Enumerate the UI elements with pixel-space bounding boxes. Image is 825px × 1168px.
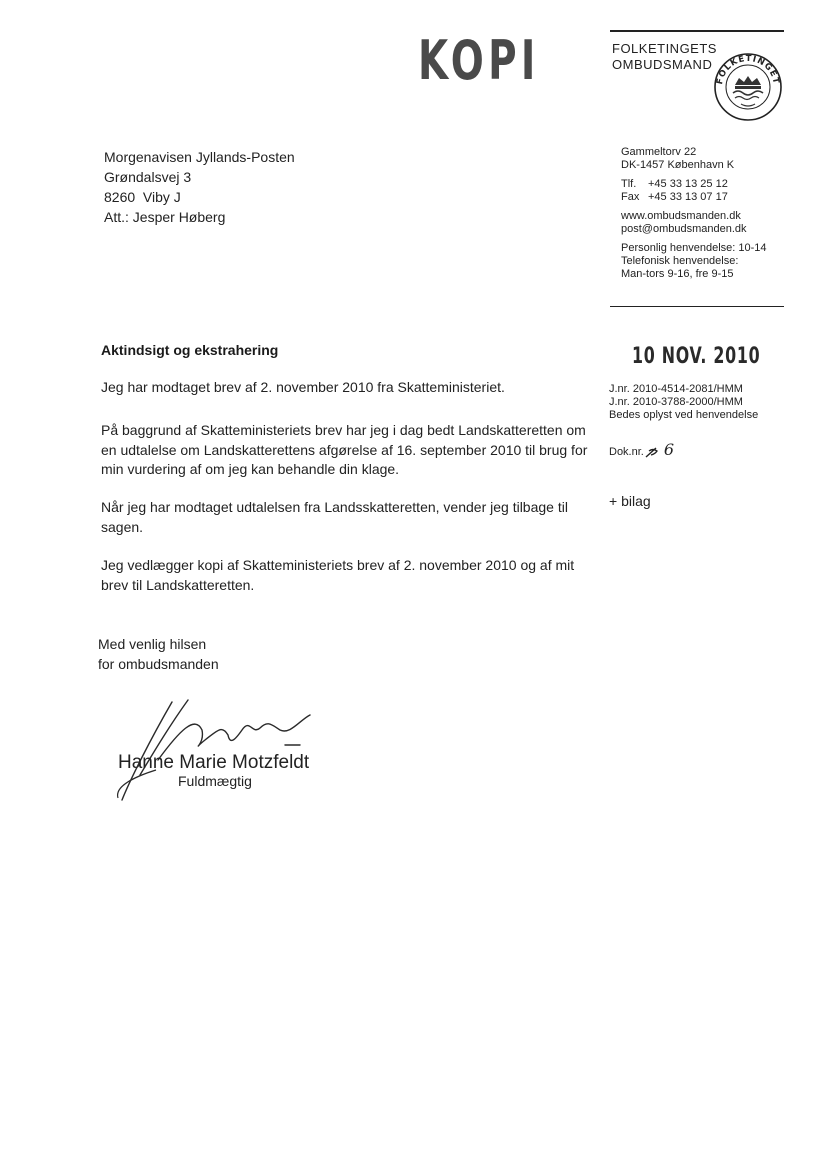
signer-name: Hanne Marie Motzfeldt: [118, 752, 310, 773]
header-rule: [610, 30, 784, 32]
fax-number: +45 33 13 07 17: [648, 191, 728, 203]
closing-greeting: Med venlig hilsen: [98, 636, 207, 652]
folketinget-seal-icon: [713, 52, 783, 122]
seal-text: FOLKETINGET: [715, 53, 781, 86]
contact-phone-hours: Man-tors 9-16, fre 9-15: [621, 268, 734, 280]
contact-personal-hours: Personlig henvendelse: 10-14: [621, 242, 767, 254]
phone-number: +45 33 13 25 12: [648, 178, 728, 190]
contact-street: Gammeltorv 22: [621, 146, 697, 158]
contact-fax-row: [621, 191, 767, 204]
date-stamp: 10 NOV. 2010: [632, 344, 761, 369]
recipient-line-4: Att.: Jesper Høberg: [104, 209, 226, 225]
recipient-line-2: Grøndalsvej 3: [104, 169, 192, 185]
journal-numbers: [609, 383, 758, 422]
signer-title: Fuldmægtig: [178, 773, 252, 789]
paragraph-4: Jeg vedlægger kopi af Skatteministeriets brev af 2. november 2010 og af mit brev til Landskatteretten.: [101, 557, 575, 593]
organization-name: [612, 41, 717, 73]
handwritten-strike-mark: [644, 445, 662, 459]
contact-rule: [610, 306, 784, 307]
paragraph-2: På baggrund af Skatteministeriets brev har jeg i dag bedt Landskatteretten om en udtalelse om Landskatterettens afgørelse af 16. september 2010 til brug for min vurdering af om jeg kan behandle din klage.: [101, 422, 588, 477]
closing: [98, 635, 219, 674]
letter-subject: Aktindsigt og ekstrahering: [101, 342, 279, 358]
attachment-note: + bilag: [609, 493, 651, 509]
fax-label: Fax: [621, 191, 640, 203]
document-number-handwritten: 6: [663, 440, 675, 459]
recipient-line-3: 8260 Viby J: [104, 189, 181, 205]
phone-label: Tlf.: [621, 178, 637, 190]
journal-number-2: J.nr. 2010-3788-2000/HMM: [609, 396, 743, 408]
recipient-line-1: Morgenavisen Jyllands-Posten: [104, 149, 295, 165]
contact-website: www.ombudsmanden.dk: [621, 210, 741, 222]
paragraph-1: Jeg har modtaget brev af 2. november 2010 fra Skatteministeriet.: [101, 379, 505, 395]
kopi-stamp: KOPI: [418, 29, 540, 92]
contact-email: post@ombudsmanden.dk: [621, 223, 747, 235]
journal-note: Bedes oplyst ved henvendelse: [609, 409, 759, 421]
paragraph-3: Når jeg har modtaget udtalelsen fra Landsskatteretten, vender jeg tilbage til sagen.: [101, 499, 568, 535]
closing-on-behalf: for ombudsmanden: [98, 655, 219, 672]
org-line-1: FOLKETINGETS: [612, 41, 717, 56]
contact-block: [621, 146, 767, 281]
org-line-2: OMBUDSMAND: [612, 57, 713, 72]
recipient-address: [104, 147, 295, 227]
handwritten-signature: [110, 690, 340, 810]
journal-number-1: J.nr. 2010-4514-2081/HMM: [609, 383, 743, 395]
contact-phone-row: [621, 178, 767, 191]
contact-phone-hours-label: Telefonisk henvendelse:: [621, 255, 739, 267]
contact-city: DK-1457 København K: [621, 159, 735, 171]
document-number: [609, 440, 674, 459]
document-number-label: Dok.nr.: [609, 446, 644, 458]
